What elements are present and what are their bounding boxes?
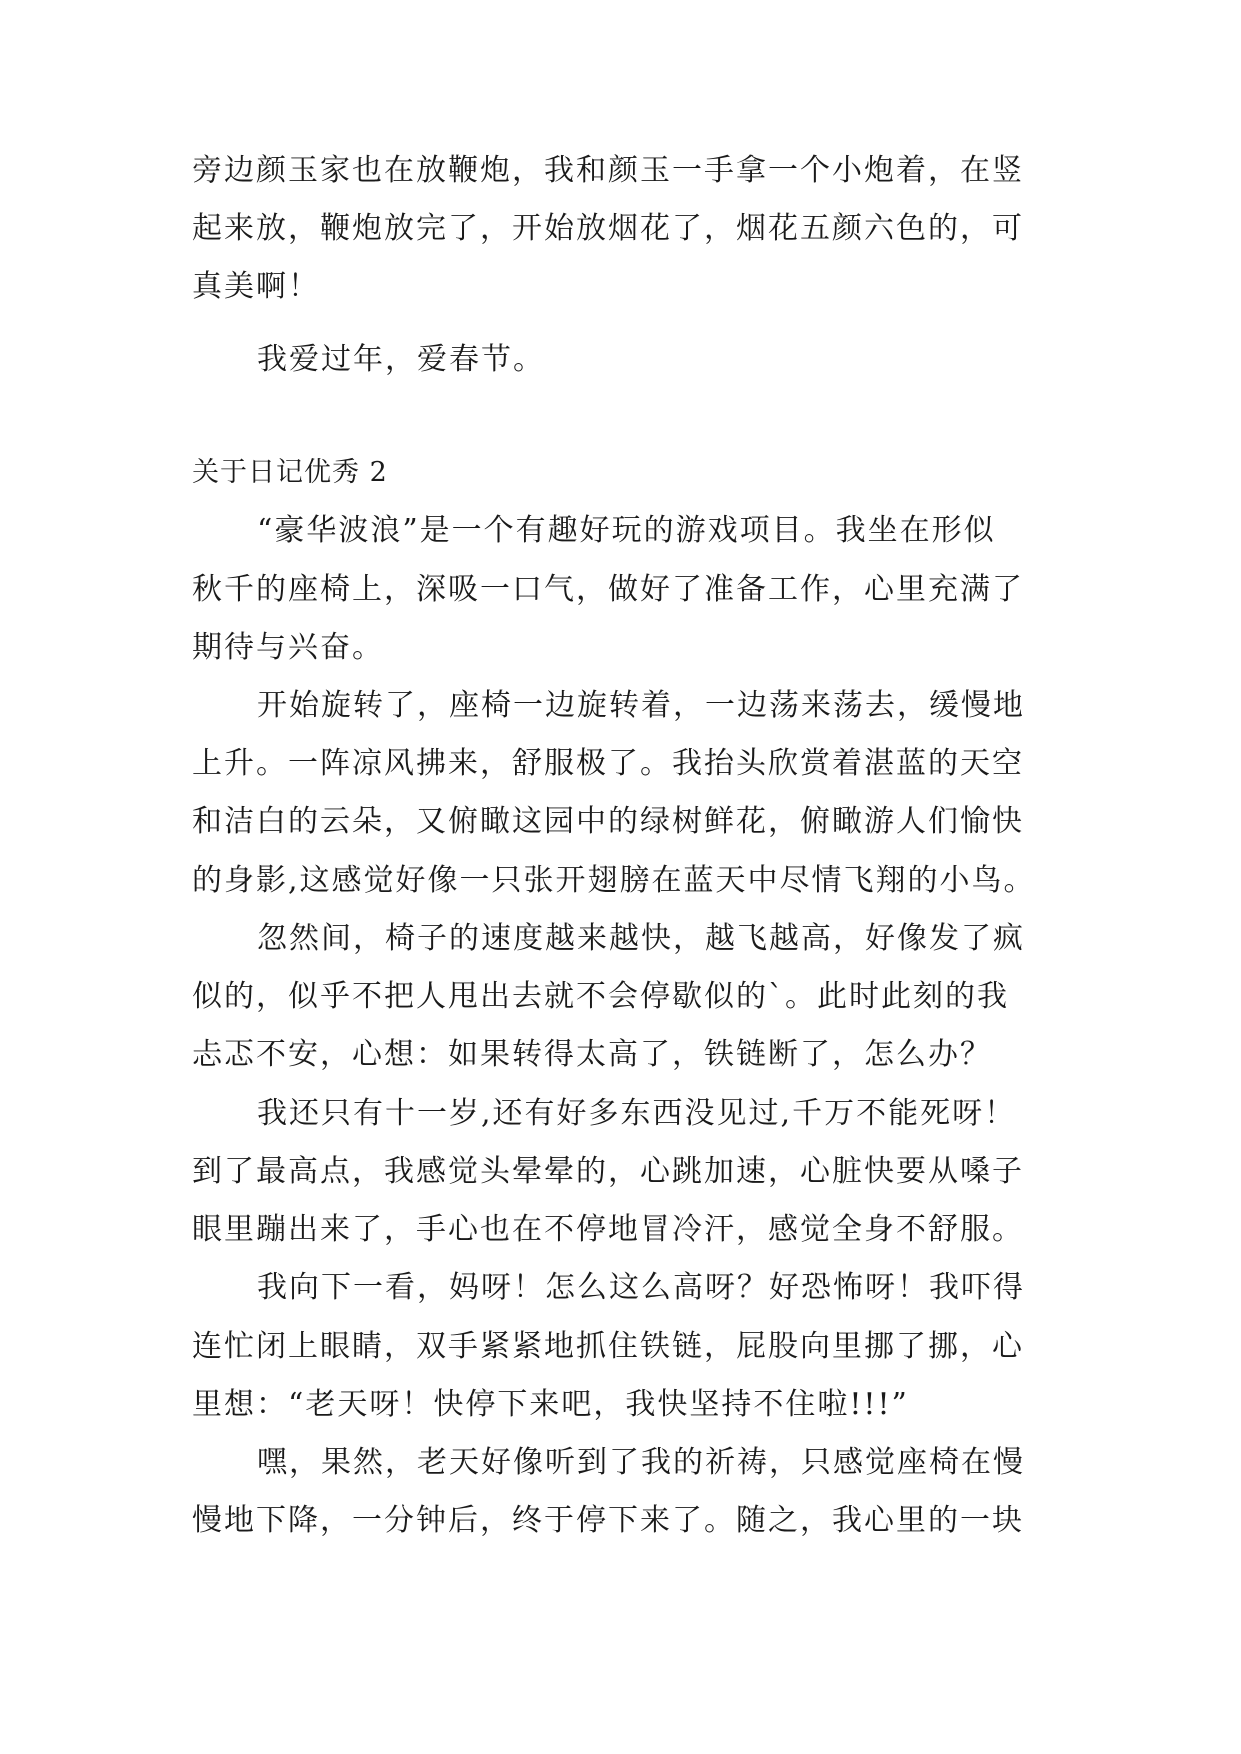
text-line: 我还只有十一岁,还有好多东西没见过,千万不能死呀！ xyxy=(257,1096,1017,1131)
text-line: 里想：“老天呀！快停下来吧，我快坚持不住啦!!!” xyxy=(192,1387,909,1422)
text-line: 我向下一看，妈呀！怎么这么高呀？好恐怖呀！我吓得 xyxy=(257,1270,1025,1305)
text-line: 开始旋转了，座椅一边旋转着，一边荡来荡去，缓慢地 xyxy=(257,688,1025,723)
text-line: 嘿，果然，老天好像听到了我的祈祷，只感觉座椅在慢 xyxy=(257,1445,1025,1480)
text-line: 忐忑不安，心想：如果转得太高了，铁链断了，怎么办？ xyxy=(192,1037,992,1072)
text-line: 忽然间，椅子的速度越来越快，越飞越高，好像发了疯 xyxy=(257,921,1025,956)
text-line: 期待与兴奋。 xyxy=(192,630,384,665)
text-line: 旁边颜玉家也在放鞭炮，我和颜玉一手拿一个小炮着，在竖 xyxy=(192,153,1024,188)
text-line: 慢地下降，一分钟后，终于停下来了。随之，我心里的一块 xyxy=(192,1503,1024,1538)
text-line: 上升。一阵凉风拂来，舒服极了。我抬头欣赏着湛蓝的天空 xyxy=(192,746,1024,781)
text-line: 眼里蹦出来了，手心也在不停地冒冷汗，感觉全身不舒服。 xyxy=(192,1212,1024,1247)
text-line: 到了最高点，我感觉头晕晕的，心跳加速，心脏快要从嗓子 xyxy=(192,1154,1024,1189)
text-line: 和洁白的云朵，又俯瞰这园中的绿树鲜花，俯瞰游人们愉快 xyxy=(192,804,1024,839)
text-line: 似的，似乎不把人甩出去就不会停歇似的`。此时此刻的我 xyxy=(192,979,1009,1014)
text-line: 连忙闭上眼睛，双手紧紧地抓住铁链，屁股向里挪了挪，心 xyxy=(192,1329,1024,1364)
text-line: 起来放，鞭炮放完了，开始放烟花了，烟花五颜六色的，可 xyxy=(192,211,1024,246)
text-line: 秋千的座椅上，深吸一口气，做好了准备工作，心里充满了 xyxy=(192,572,1024,607)
section-heading: 关于日记优秀 2 xyxy=(192,457,388,488)
text-line: 我爱过年，爱春节。 xyxy=(257,342,545,377)
text-line: 的身影,这感觉好像一只张开翅膀在蓝天中尽情飞翔的小鸟。 xyxy=(192,863,1036,898)
text-line: “豪华波浪”是一个有趣好玩的游戏项目。我坐在形似 xyxy=(257,513,996,548)
text-line: 真美啊！ xyxy=(192,269,320,304)
